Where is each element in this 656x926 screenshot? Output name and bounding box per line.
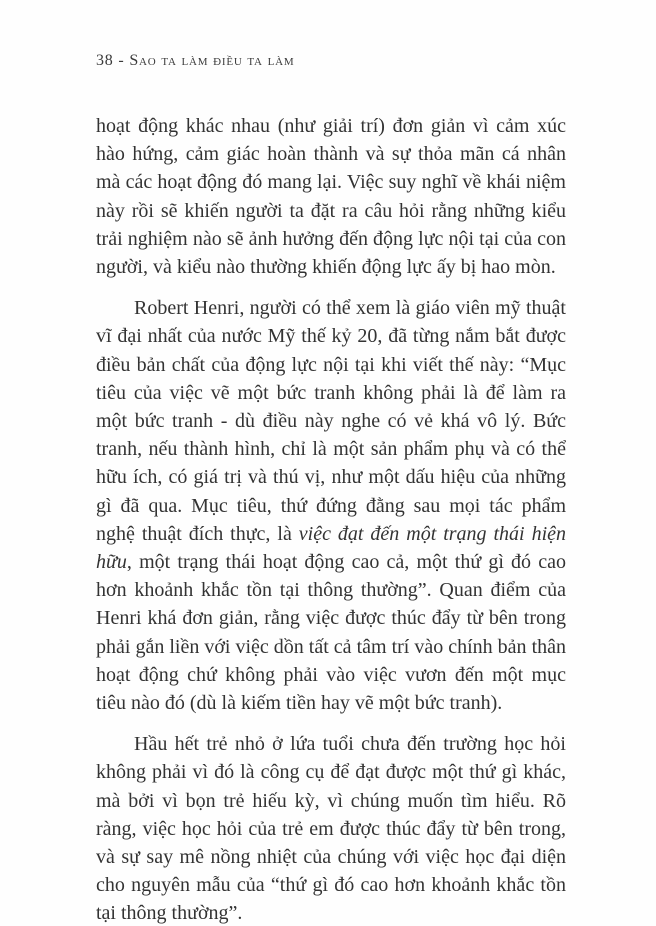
- paragraph: [96, 294, 566, 717]
- text-segment: hoạt động khác nhau (như giải trí) đơn giản vì cảm xúc hào hứng, cảm giác hoàn thành và sự thỏa mãn cá nhân mà các hoạt động đó mang lại. Việc suy nghĩ về khái niệm này rồi sẽ khiến người ta đặt ra câu hỏi rằng những kiểu trải nghiệm nào sẽ ảnh hưởng đến động lực nội tại của con người, và kiểu nào thường khiến động lực ấy bị hao mòn.: [96, 115, 566, 279]
- paragraph: [96, 730, 566, 926]
- running-header: 38 - Sao ta làm điều ta làm: [96, 52, 295, 69]
- text-segment: Robert Henri, người có thể xem là giáo viên mỹ thuật vĩ đại nhất của nước Mỹ thế kỷ 20, đã từng nắm bắt được điều bản chất của động lực nội tại khi viết thế này: “Mục tiêu của việc vẽ một bức tranh không phải là để làm ra một bức tranh - dù điều này nghe có vẻ khá vô lý. Bức tranh, nếu thành hình, chỉ là một sản phẩm phụ và có thể hữu ích, có giá trị và thú vị, như một dấu hiệu của những gì đã qua. Mục tiêu, thứ đứng đằng sau mọi tác phẩm nghệ thuật đích thực, là: [96, 297, 566, 545]
- text-segment: , một trạng thái hoạt động cao cả, một thứ gì đó cao hơn khoảnh khắc tồn tại thông thường”. Quan điểm của Henri khá đơn giản, rằng việc được thúc đẩy từ bên trong phải gắn liền với việc dồn tất cả tâm trí vào chính bản thân hoạt động chứ không phải vào việc vươn đến một mục tiêu nào đó (dù là kiếm tiền hay vẽ một bức tranh).: [96, 551, 566, 715]
- page-body-text: [96, 112, 566, 926]
- paragraph: [96, 112, 566, 281]
- italic-text-segment: việc đạt đến một trạng thái hiện hữu: [96, 522, 566, 574]
- text-segment: Hầu hết trẻ nhỏ ở lứa tuổi chưa đến trường học hỏi không phải vì đó là công cụ để đạt được một thứ gì khác, mà bởi vì bọn trẻ hiếu kỳ, vì chúng muốn tìm hiểu. Rõ ràng, việc học hỏi của trẻ em được thúc đẩy từ bên trong, và sự say mê nồng nhiệt của chúng với việc học đại diện cho nguyên mẫu của “thứ gì đó cao hơn khoảnh khắc tồn tại thông thường”.: [96, 733, 566, 925]
